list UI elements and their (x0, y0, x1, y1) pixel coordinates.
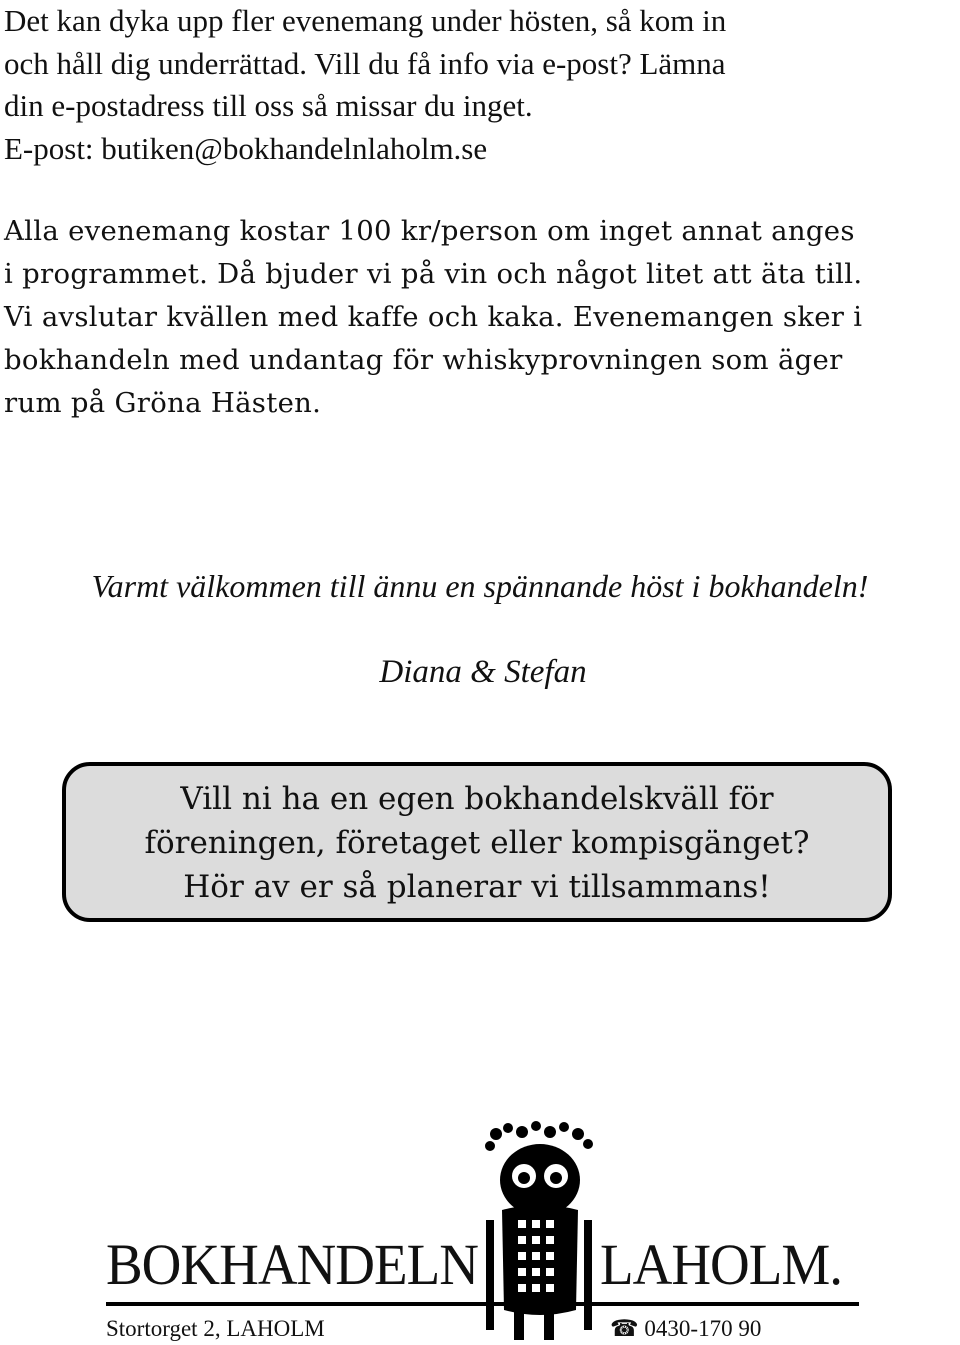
details-line: Vi avslutar kvällen med kaffe och kaka. Evenemangen sker i (4, 301, 863, 333)
callout-line: Hör av er så planerar vi tillsammans! (183, 869, 771, 905)
callout-line: Vill ni ha en egen bokhandelskväll för (180, 781, 774, 817)
logo-divider (106, 1302, 859, 1306)
intro-paragraph (4, 0, 954, 170)
callout-box (62, 762, 892, 922)
telephone-icon: ☎ (610, 1316, 639, 1341)
details-line: Alla evenemang kostar 100 kr/person om inget annat anges (4, 215, 855, 247)
email-line: E-post: butiken@bokhandelnlaholm.se (4, 130, 488, 166)
logo-left-word: BOKHANDELN (106, 1232, 478, 1297)
owl-logo-icon (484, 1120, 594, 1342)
details-paragraph (4, 210, 960, 425)
details-line: i programmet. Då bjuder vi på vin och något litet att äta till. (4, 258, 863, 290)
details-line: rum på Gröna Hästen. (4, 387, 322, 419)
intro-line: din e-postadress till oss så missar du inget. (4, 88, 533, 123)
address: Stortorget 2, LAHOLM (106, 1316, 325, 1341)
logo-right-word: LAHOLM. (600, 1232, 843, 1297)
details-line: bokhandeln med undantag för whiskyprovningen som äger (4, 344, 843, 376)
welcome-text: Varmt välkommen till ännu en spännande höst i bokhandeln! (91, 568, 869, 604)
intro-line: Det kan dyka upp fler evenemang under hösten, så kom in (4, 3, 727, 38)
intro-line: och håll dig underrättad. Vill du få info via e-post? Lämna (4, 45, 726, 81)
callout-line: föreningen, företaget eller kompisgänget? (144, 825, 810, 861)
phone-value: 0430-170 90 (644, 1316, 762, 1341)
signature: Diana & Stefan (379, 654, 587, 690)
phone-number (610, 1316, 761, 1342)
